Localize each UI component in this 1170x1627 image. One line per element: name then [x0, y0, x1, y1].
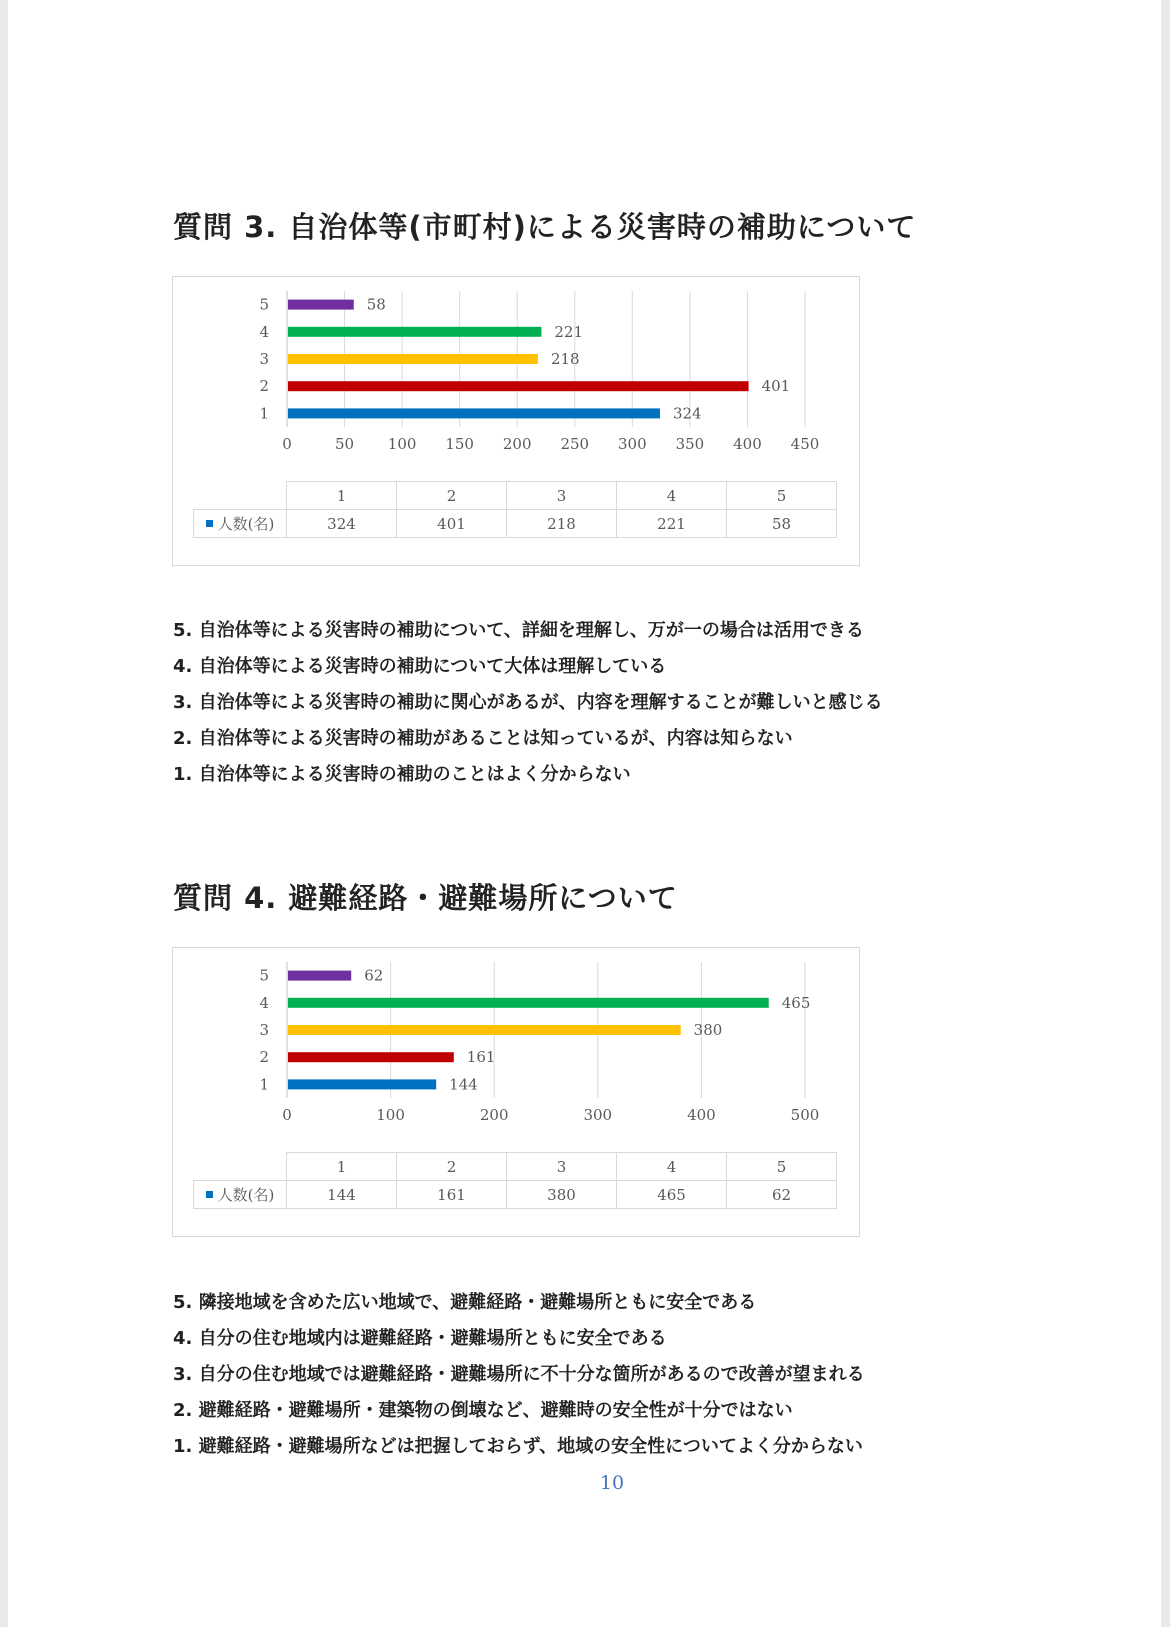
- data-table-header: 5: [727, 482, 837, 510]
- x-tick-label: 0: [282, 1106, 292, 1124]
- answer-option: 1. 自治体等による災害時の補助のことはよく分からない: [173, 764, 631, 785]
- data-table-header: 5: [727, 1153, 837, 1181]
- answer-option: 5. 自治体等による災害時の補助について、詳細を理解し、万が一の場合は活用できる: [173, 620, 864, 641]
- answer-option: 5. 隣接地域を含めた広い地域で、避難経路・避難場所ともに安全である: [173, 1292, 757, 1313]
- data-label: 221: [554, 322, 584, 341]
- category-label: 2: [259, 1048, 269, 1067]
- data-table-header-row: [194, 482, 837, 510]
- data-label: 161: [466, 1048, 496, 1067]
- data-table-header: 3: [507, 1153, 617, 1181]
- data-table-header: 2: [397, 482, 507, 510]
- data-table-row: [194, 1181, 837, 1209]
- bar: [288, 354, 538, 364]
- category-label: 5: [259, 966, 269, 985]
- category-label: 5: [259, 295, 269, 314]
- data-table-cell: 401: [397, 510, 507, 538]
- data-table-header: 3: [507, 482, 617, 510]
- category-label: 4: [259, 993, 269, 1012]
- answer-option: 3. 自分の住む地域では避難経路・避難場所に不十分な箇所があるので改善が望まれる: [173, 1364, 865, 1385]
- data-table-header: 1: [287, 1153, 397, 1181]
- data-table-cell: 161: [397, 1181, 507, 1209]
- bar: [288, 327, 541, 337]
- question-3-chart: [172, 276, 860, 566]
- bar: [288, 1025, 681, 1035]
- data-table-header: 2: [397, 1153, 507, 1181]
- x-tick-label: 100: [387, 435, 417, 453]
- series-legend: [194, 1181, 287, 1209]
- data-table-header: 4: [617, 1153, 727, 1181]
- legend-key: [206, 520, 213, 527]
- data-table-row: [194, 510, 837, 538]
- x-tick-label: 300: [618, 435, 647, 453]
- x-tick-label: 100: [376, 1106, 405, 1124]
- x-tick-label: 450: [790, 435, 820, 453]
- category-label: 2: [259, 377, 269, 396]
- bar: [288, 971, 351, 981]
- data-table-cell: 62: [727, 1181, 837, 1209]
- answer-option: 2. 避難経路・避難場所・建築物の倒壊など、避難時の安全性が十分ではない: [173, 1400, 793, 1421]
- category-label: 4: [259, 322, 269, 341]
- category-label: 3: [259, 1021, 269, 1039]
- x-tick-label: 300: [583, 1106, 613, 1124]
- x-tick-label: 50: [335, 435, 355, 453]
- data-table-cell: 144: [287, 1181, 397, 1209]
- data-table-header: 1: [287, 482, 397, 510]
- question-3-data-table: [193, 481, 837, 538]
- question-3-answer-list: [173, 613, 883, 793]
- data-table-cell: 465: [617, 1181, 727, 1209]
- data-label: 218: [550, 350, 580, 368]
- data-label: 380: [693, 1021, 723, 1039]
- data-label: 401: [761, 377, 791, 396]
- data-label: 324: [672, 404, 702, 423]
- x-tick-label: 200: [502, 435, 532, 453]
- bar: [288, 1052, 454, 1062]
- page-number: 10: [599, 1472, 625, 1494]
- series-name: 人数(名): [217, 515, 275, 533]
- bar: [288, 998, 769, 1008]
- x-tick-label: 200: [479, 1106, 509, 1124]
- category-label: 1: [259, 404, 269, 423]
- x-tick-label: 500: [790, 1106, 820, 1124]
- x-tick-label: 350: [675, 435, 705, 453]
- category-label: 1: [259, 1075, 269, 1094]
- bar: [288, 1079, 436, 1089]
- x-tick-label: 400: [687, 1106, 716, 1124]
- answer-option: 3. 自治体等による災害時の補助に関心があるが、内容を理解することが難しいと感じる: [173, 692, 883, 713]
- bar: [288, 300, 354, 310]
- bar: [288, 408, 660, 418]
- data-table-cell: 218: [507, 510, 617, 538]
- data-table-cell: 324: [287, 510, 397, 538]
- data-label: 465: [781, 993, 811, 1012]
- series-name: 人数(名): [217, 1186, 275, 1204]
- question-3-title: 質問 3. 自治体等(市町村)による災害時の補助について: [173, 210, 917, 244]
- answer-option: 4. 自治体等による災害時の補助について大体は理解している: [173, 656, 667, 677]
- question-4-title: 質問 4. 避難経路・避難場所について: [173, 881, 678, 915]
- data-label: 144: [449, 1075, 478, 1094]
- category-label: 3: [259, 350, 269, 368]
- data-table-cell: 221: [617, 510, 727, 538]
- data-label: 58: [366, 295, 386, 314]
- data-table-cell: 58: [727, 510, 837, 538]
- x-tick-label: 150: [445, 435, 474, 453]
- data-table-header: 4: [617, 482, 727, 510]
- question-4-answer-list: [173, 1285, 865, 1465]
- answer-option: 2. 自治体等による災害時の補助があることは知っているが、内容は知らない: [173, 728, 793, 749]
- x-tick-label: 400: [733, 435, 762, 453]
- bar: [288, 381, 749, 391]
- answer-option: 4. 自分の住む地域内は避難経路・避難場所ともに安全である: [173, 1328, 667, 1349]
- answer-option: 1. 避難経路・避難場所などは把握しておらず、地域の安全性についてよく分からない: [173, 1436, 863, 1457]
- data-label: 62: [364, 966, 384, 985]
- question-4-chart: [172, 947, 860, 1237]
- x-tick-label: 0: [282, 435, 292, 453]
- series-legend: [194, 510, 287, 538]
- question-4-data-table: [193, 1152, 837, 1209]
- data-table-header-row: [194, 1153, 837, 1181]
- x-tick-label: 250: [560, 435, 590, 453]
- data-table-cell: 380: [507, 1181, 617, 1209]
- legend-key: [206, 1191, 213, 1198]
